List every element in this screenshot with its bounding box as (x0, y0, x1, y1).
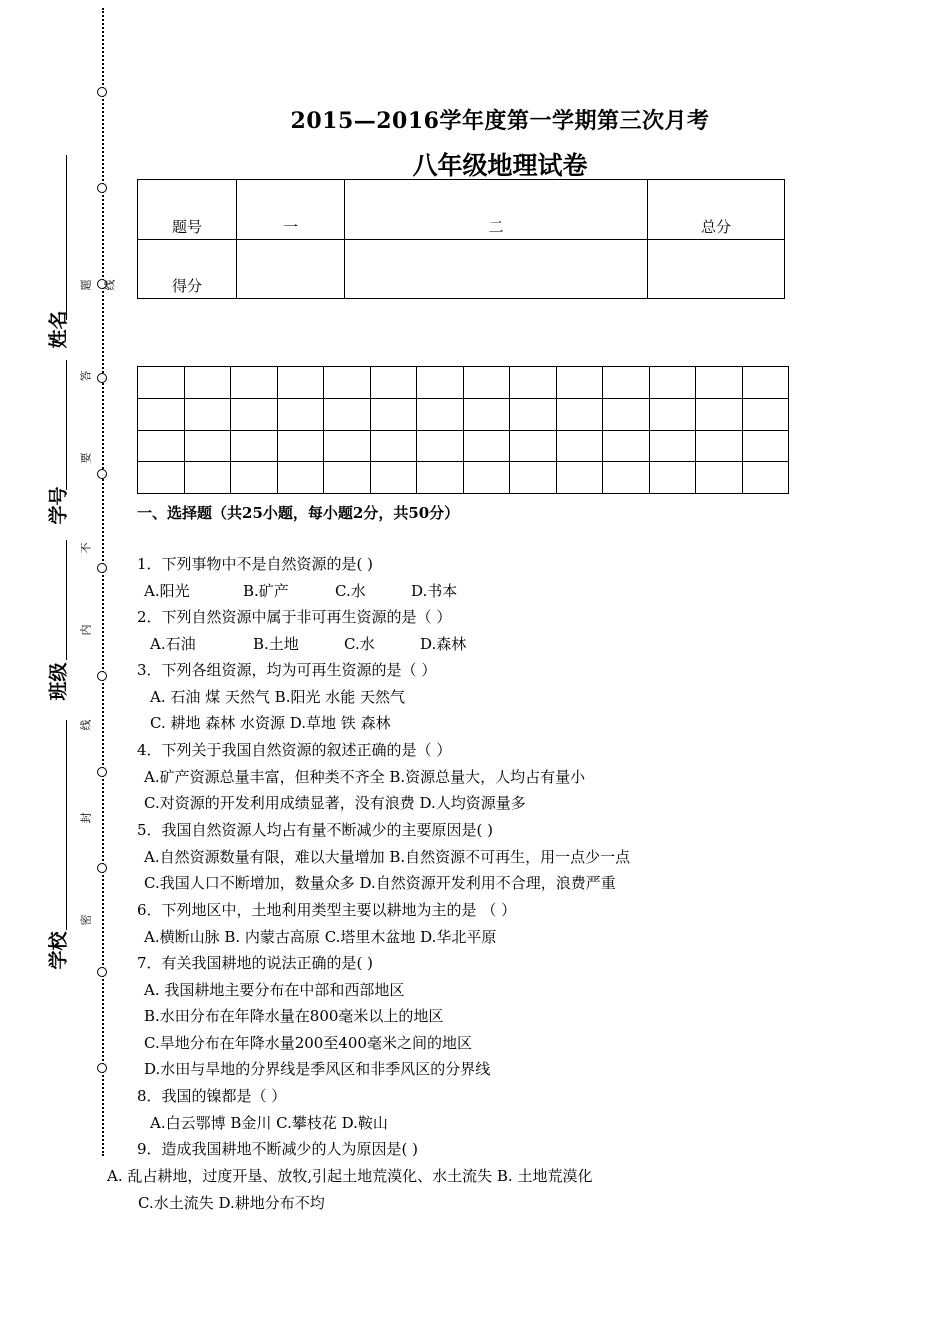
school-label: 学校 (47, 931, 70, 970)
option-line[interactable]: D.水田与旱地的分界线是季风区和非季风区的分界线 (144, 1060, 491, 1078)
binding-hole-icon (97, 183, 107, 193)
binding-hole-icon (97, 671, 107, 681)
answer-cell[interactable] (277, 398, 324, 430)
answer-cell[interactable] (742, 462, 789, 494)
answer-cell[interactable] (277, 462, 324, 494)
answer-cell[interactable] (370, 462, 417, 494)
answer-cell[interactable] (370, 430, 417, 462)
question-stem: 1．下列事物中不是自然资源的是( ) (137, 555, 374, 573)
answer-cell[interactable] (556, 462, 603, 494)
answer-cell[interactable] (463, 462, 510, 494)
answer-cell[interactable] (463, 398, 510, 430)
answer-cell[interactable] (231, 367, 278, 399)
binding-hole-icon (97, 87, 107, 97)
answer-cell[interactable] (417, 462, 464, 494)
seal-char: 答 (79, 370, 93, 382)
question-stem: 4．下列关于我国自然资源的叙述正确的是（ ） (137, 741, 452, 759)
binding-hole-icon (97, 563, 107, 573)
binding-hole-icon (97, 469, 107, 479)
question-stem: 6．下列地区中，土地利用类型主要以耕地为主的是 （ ） (137, 901, 517, 919)
answer-cell[interactable] (649, 430, 696, 462)
answer-cell[interactable] (324, 367, 371, 399)
answer-cell[interactable] (184, 398, 231, 430)
option[interactable]: B.矿产 (243, 582, 289, 600)
option[interactable]: D.书本 (411, 582, 458, 600)
answer-grid (137, 366, 789, 494)
answer-cell[interactable] (463, 367, 510, 399)
answer-cell[interactable] (742, 398, 789, 430)
answer-cell[interactable] (510, 430, 557, 462)
answer-cell[interactable] (649, 367, 696, 399)
seal-char: 内 (79, 624, 93, 636)
answer-cell[interactable] (463, 430, 510, 462)
option-line[interactable]: A.矿产资源总量丰富，但种类不齐全 B.资源总量大，人均占有量小 (144, 768, 586, 786)
option[interactable]: B.土地 (253, 635, 299, 653)
answer-cell[interactable] (370, 398, 417, 430)
answer-cell[interactable] (742, 430, 789, 462)
answer-cell[interactable] (510, 398, 557, 430)
question-stem: 7．有关我国耕地的说法正确的是( ) (137, 954, 374, 972)
binding-hole-icon (97, 373, 107, 383)
answer-cell[interactable] (556, 367, 603, 399)
exam-title: 2015—2016学年度第一学期第三次月考 (290, 108, 710, 134)
answer-cell[interactable] (277, 430, 324, 462)
option[interactable]: D.森林 (420, 635, 467, 653)
answer-cell[interactable] (510, 462, 557, 494)
score-header-number: 题号 (138, 180, 237, 240)
option[interactable]: C.水 (335, 582, 366, 600)
answer-cell[interactable] (603, 398, 650, 430)
option[interactable]: A.石油 (150, 635, 196, 653)
student-id-label: 学号 (47, 486, 70, 525)
option-line[interactable]: A.白云鄂博 B金川 C.攀枝花 D.鞍山 (150, 1114, 388, 1132)
seal-char: 要 (79, 452, 93, 464)
answer-cell[interactable] (184, 367, 231, 399)
option-line[interactable]: A. 乱占耕地，过度开垦、放牧,引起土地荒漠化、水土流失 B. 土地荒漠化 (107, 1167, 593, 1185)
seal-char: 线 (79, 719, 93, 731)
exam-subtitle: 八年级地理试卷 (412, 151, 588, 180)
score-table (137, 179, 785, 299)
question-stem: 3．下列各组资源，均为可再生资源的是（ ） (137, 661, 437, 679)
class-label: 班级 (47, 662, 70, 701)
seal-char: 密 (79, 914, 93, 926)
option-line[interactable]: C.旱地分布在年降水量200至400毫米之间的地区 (144, 1034, 472, 1052)
answer-cell[interactable] (324, 430, 371, 462)
answer-cell[interactable] (231, 398, 278, 430)
section-heading: 一、选择题（共25小题，每小题2分，共50分） (137, 504, 460, 522)
answer-cell[interactable] (184, 430, 231, 462)
seal-char: 题 (79, 279, 93, 291)
answer-cell[interactable] (649, 398, 696, 430)
score-header-part1: 一 (237, 180, 345, 240)
score-header-total: 总分 (648, 180, 785, 240)
binding-hole-icon (97, 1063, 107, 1073)
answer-cell[interactable] (277, 367, 324, 399)
class-blank-line (66, 540, 67, 660)
option-line[interactable]: C.我国人口不断增加，数量众多 D.自然资源开发利用不合理，浪费严重 (144, 874, 616, 892)
answer-cell[interactable] (138, 462, 185, 494)
option-line[interactable]: A.横断山脉 B. 内蒙古高原 C.塔里木盆地 D.华北平原 (144, 928, 497, 946)
score-header-part2: 二 (345, 180, 648, 240)
option-line[interactable]: C.对资源的开发利用成绩显著，没有浪费 D.人均资源量多 (144, 794, 526, 812)
score-cell-part2[interactable] (345, 239, 648, 299)
question-stem: 8．我国的镍都是（ ） (137, 1087, 287, 1105)
seal-char: 不 (79, 542, 93, 554)
answer-cell[interactable] (556, 430, 603, 462)
answer-cell[interactable] (138, 367, 185, 399)
answer-cell[interactable] (324, 462, 371, 494)
option-line[interactable]: B.水田分布在年降水量在800毫米以上的地区 (144, 1007, 444, 1025)
option-line[interactable]: A.自然资源数量有限，难以大量增加 B.自然资源不可再生，用一点少一点 (144, 848, 631, 866)
answer-cell[interactable] (231, 462, 278, 494)
option-line[interactable]: A. 我国耕地主要分布在中部和西部地区 (144, 981, 405, 999)
option-line[interactable]: C. 耕地 森林 水资源 D.草地 铁 森林 (150, 714, 391, 732)
answer-cell[interactable] (184, 462, 231, 494)
answer-cell[interactable] (696, 398, 743, 430)
option-line[interactable]: A. 石油 煤 天然气 B.阳光 水能 天然气 (150, 688, 406, 706)
answer-cell[interactable] (603, 430, 650, 462)
option-line[interactable]: C.水土流失 D.耕地分布不均 (138, 1194, 325, 1212)
score-cell-total[interactable] (648, 239, 785, 299)
answer-cell[interactable] (742, 367, 789, 399)
answer-cell[interactable] (603, 462, 650, 494)
answer-cell[interactable] (324, 398, 371, 430)
answer-cell[interactable] (231, 430, 278, 462)
option[interactable]: A.阳光 (144, 582, 190, 600)
answer-cell[interactable] (510, 367, 557, 399)
question-stem: 2．下列自然资源中属于非可再生资源的是（ ） (137, 608, 452, 626)
answer-cell[interactable] (649, 462, 696, 494)
answer-cell[interactable] (417, 430, 464, 462)
answer-cell[interactable] (556, 398, 603, 430)
answer-cell[interactable] (370, 367, 417, 399)
option[interactable]: C.水 (344, 635, 375, 653)
seal-char: 线 (103, 279, 117, 291)
score-cell-part1[interactable] (237, 239, 345, 299)
question-stem: 5．我国自然资源人均占有量不断减少的主要原因是( ) (137, 821, 494, 839)
binding-hole-icon (97, 967, 107, 977)
answer-cell[interactable] (138, 430, 185, 462)
answer-cell[interactable] (603, 367, 650, 399)
answer-cell[interactable] (696, 430, 743, 462)
question-stem: 9．造成我国耕地不断减少的人为原因是( ) (137, 1140, 419, 1158)
id-blank-line (66, 360, 67, 490)
binding-hole-icon (97, 767, 107, 777)
answer-cell[interactable] (417, 398, 464, 430)
school-blank-line (66, 720, 67, 930)
answer-cell[interactable] (138, 398, 185, 430)
binding-hole-icon (97, 863, 107, 873)
score-row-label: 得分 (138, 239, 237, 299)
seal-char: 封 (79, 812, 93, 824)
student-name-label: 姓名 (47, 310, 70, 349)
answer-cell[interactable] (417, 367, 464, 399)
answer-cell[interactable] (696, 462, 743, 494)
answer-cell[interactable] (696, 367, 743, 399)
